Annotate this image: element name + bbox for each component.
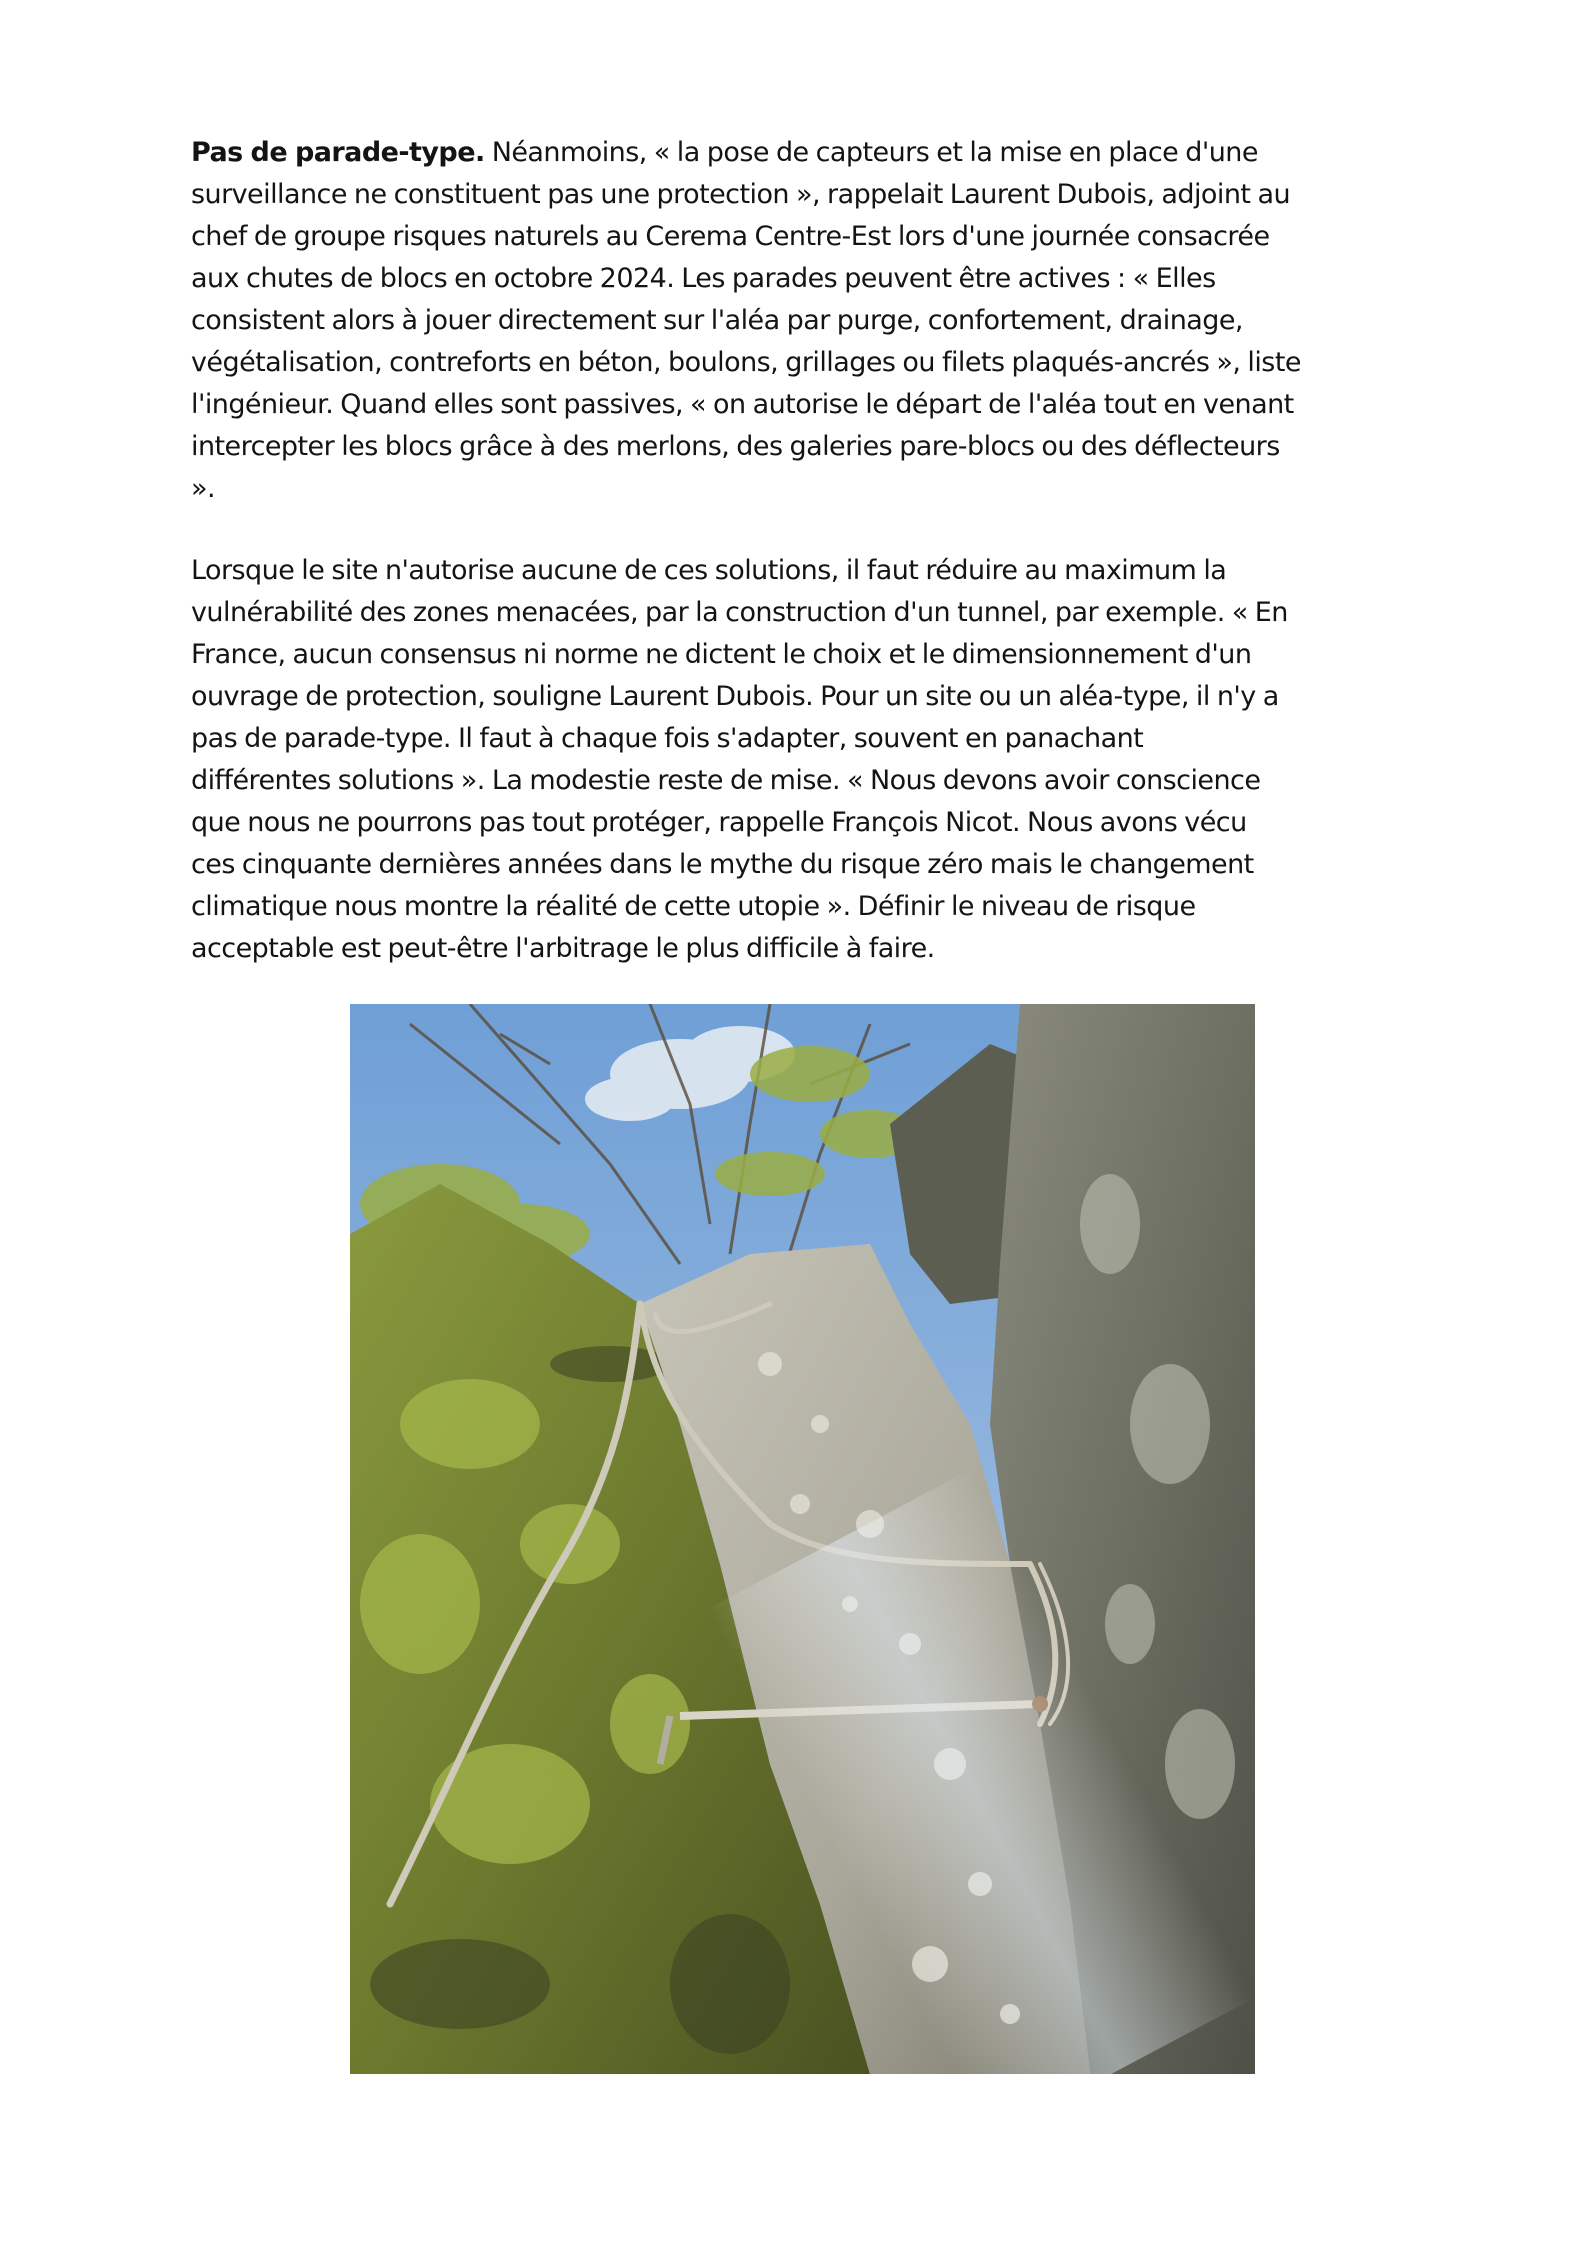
paragraph-line: intercepter les blocs grâce à des merlons, des galeries pare-blocs ou des déflecteurs bbox=[191, 431, 1280, 462]
paragraph-line: Lorsque le site n'autorise aucune de ces solutions, il faut réduire au maximum la bbox=[191, 555, 1227, 586]
paragraph-line: consistent alors à jouer directement sur l'aléa par purge, confortement, drainage, bbox=[191, 305, 1243, 336]
paragraph-2 bbox=[191, 550, 1431, 970]
paragraph-line: climatique nous montre la réalité de cette utopie ». Définir le niveau de risque bbox=[191, 891, 1196, 922]
paragraph-line: pas de parade-type. Il faut à chaque fois s'adapter, souvent en panachant bbox=[191, 723, 1144, 754]
paragraph-line: différentes solutions ». La modestie reste de mise. « Nous devons avoir conscience bbox=[191, 765, 1261, 796]
lead-heading: Pas de parade-type. bbox=[191, 137, 485, 168]
rock-face-photo bbox=[350, 1004, 1255, 2074]
paragraph-line: ». bbox=[191, 473, 216, 504]
paragraph-line: ces cinquante dernières années dans le mythe du risque zéro mais le changement bbox=[191, 849, 1254, 880]
paragraph-line bbox=[191, 132, 1431, 174]
paragraph-line: l'ingénieur. Quand elles sont passives, « on autorise le départ de l'aléa tout en venant bbox=[191, 389, 1294, 420]
paragraph-line-text: Néanmoins, « la pose de capteurs et la mise en place d'une bbox=[484, 137, 1258, 168]
paragraph-line: aux chutes de blocs en octobre 2024. Les parades peuvent être actives : « Elles bbox=[191, 263, 1216, 294]
paragraph-line: acceptable est peut-être l'arbitrage le plus difficile à faire. bbox=[191, 933, 935, 964]
rock-face-illustration bbox=[350, 1004, 1255, 2074]
paragraph-line: surveillance ne constituent pas une protection », rappelait Laurent Dubois, adjoint au bbox=[191, 179, 1291, 210]
paragraph-line: France, aucun consensus ni norme ne dictent le choix et le dimensionnement d'un bbox=[191, 639, 1252, 670]
paragraph-line: vulnérabilité des zones menacées, par la construction d'un tunnel, par exemple. « En bbox=[191, 597, 1288, 628]
paragraph-1 bbox=[191, 132, 1431, 510]
paragraph-line: que nous ne pourrons pas tout protéger, rappelle François Nicot. Nous avons vécu bbox=[191, 807, 1247, 838]
paragraph-line: chef de groupe risques naturels au Cerema Centre-Est lors d'une journée consacrée bbox=[191, 221, 1270, 252]
paragraph-line: ouvrage de protection, souligne Laurent Dubois. Pour un site ou un aléa-type, il n'y a bbox=[191, 681, 1279, 712]
paragraph-line: végétalisation, contreforts en béton, boulons, grillages ou filets plaqués-ancrés », liste bbox=[191, 347, 1301, 378]
